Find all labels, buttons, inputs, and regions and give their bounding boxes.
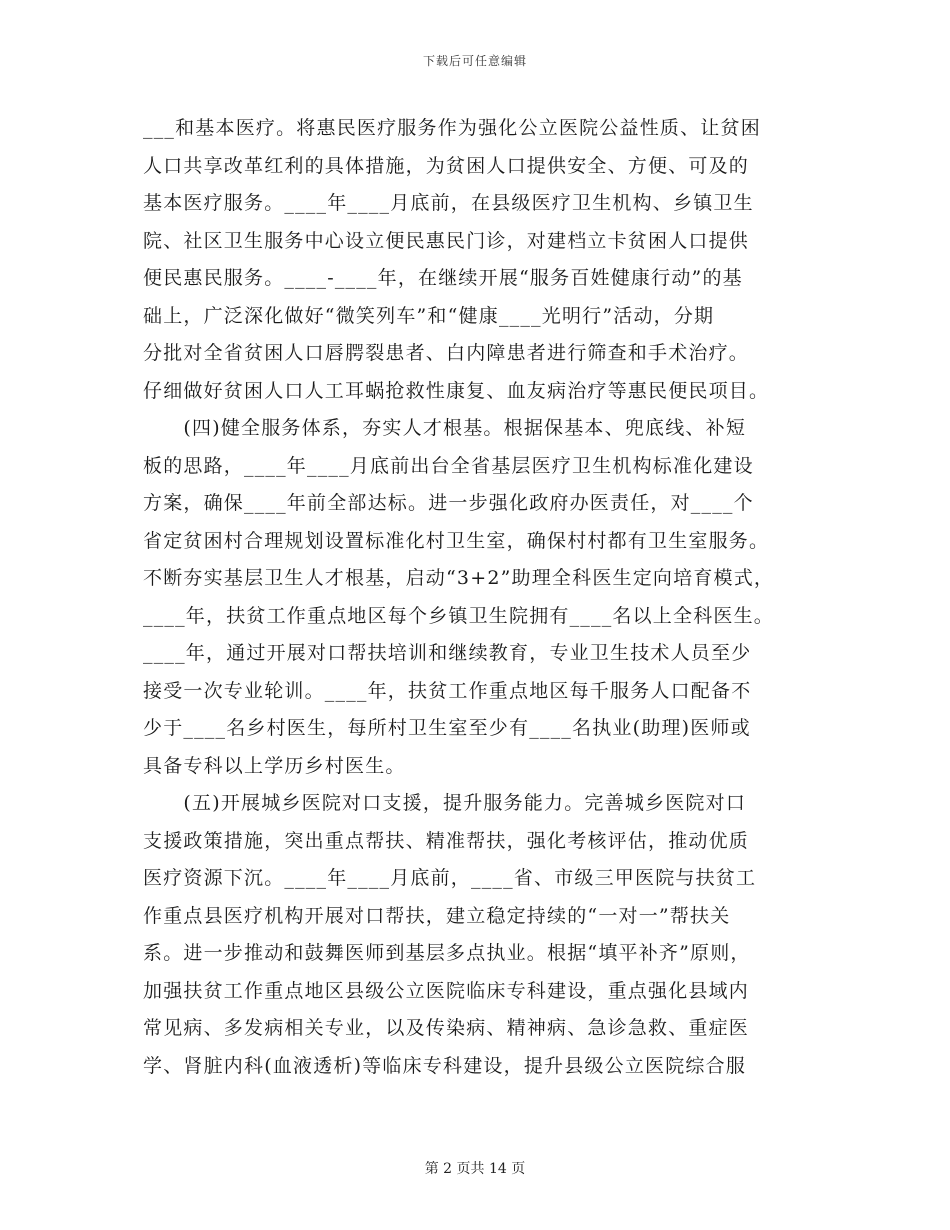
text-line: 省定贫困村合理规划设置标准化村卫生室，确保村村都有卫生室服务。: [143, 529, 770, 552]
text-line: 医疗资源下沉。____年____月底前，____省、市级三甲医院与扶贫工: [143, 867, 757, 889]
text-line: 院、社区卫生服务中心设立便民惠民门诊，对建档立卡贫困人口提供: [143, 229, 750, 252]
text-line: 少于____名乡村医生，每所村卫生室至少有____名执业(助理)医师或: [143, 717, 751, 739]
paragraph-heading-line: (四)健全服务体系，夯实人才根基。根据保基本、兜底线、补短: [143, 417, 747, 439]
paragraph-heading-line: (五)开展城乡医院对口支援，提升服务能力。完善城乡医院对口: [143, 792, 747, 814]
text-line: ___和基本医疗。将惠民医疗服务作为强化公立医院公益性质、让贫困: [143, 117, 761, 139]
page-number: 第 2 页共 14 页: [424, 1161, 526, 1177]
text-line: 系。进一步推动和鼓舞医师到基层多点执业。根据“填平补齐”原则，: [143, 942, 751, 964]
text-line: 学、肾脏内科(血液透析)等临床专科建设，提升县级公立医院综合服: [143, 1054, 747, 1077]
text-line: 接受一次专业轮训。____年，扶贫工作重点地区每千服务人口配备不: [143, 679, 752, 702]
text-line: 支援政策措施，突出重点帮扶、精准帮扶，强化考核评估，推动优质: [143, 829, 750, 852]
document-body: [143, 110, 808, 1085]
text-line: ____年，扶贫工作重点地区每个乡镇卫生院拥有____名以上全科医生。: [143, 604, 775, 627]
text-line: 基本医疗服务。____年____月底前，在县级医疗卫生机构、乡镇卫生: [143, 192, 754, 214]
text-line: 便民惠民服务。____-____年，在继续开展“服务百姓健康行动”的基: [143, 267, 743, 289]
text-line: 板的思路，____年____月底前出台全省基层医疗卫生机构标准化建设: [143, 454, 754, 477]
text-line: ____年，通过开展对口帮扶培训和继续教育，专业卫生技术人员至少: [143, 642, 752, 664]
text-line: 加强扶贫工作重点地区县级公立医院临床专科建设，重点强化县域内: [143, 979, 750, 1002]
text-line: 分批对全省贫困人口唇腭裂患者、白内障患者进行筛查和手术治疗。: [143, 342, 750, 364]
text-line: 不断夯实基层卫生人才根基，启动“3+2”助理全科医生定向培育模式，: [143, 567, 775, 589]
text-line: 础上，广泛深化做好“微笑列车”和“健康____光明行”活动，分期: [143, 304, 715, 327]
text-line: 仔细做好贫困人口人工耳蜗抢救性康复、血友病治疗等惠民便民项目。: [143, 379, 770, 402]
text-line: 常见病、多发病相关专业，以及传染病、精神病、急诊急救、重症医: [143, 1017, 750, 1039]
page-header: 下载后可任意编辑: [422, 54, 527, 68]
text-line: 方案，确保____年前全部达标。进一步强化政府办医责任，对____个: [143, 492, 754, 514]
text-line: 人口共享改革红利的具体措施，为贫困人口提供安全、方便、可及的: [143, 154, 750, 177]
text-line: 具备专科以上学历乡村医生。: [143, 754, 406, 777]
text-line: 作重点县医疗机构开展对口帮扶，建立稳定持续的“一对一”帮扶关: [143, 904, 731, 927]
